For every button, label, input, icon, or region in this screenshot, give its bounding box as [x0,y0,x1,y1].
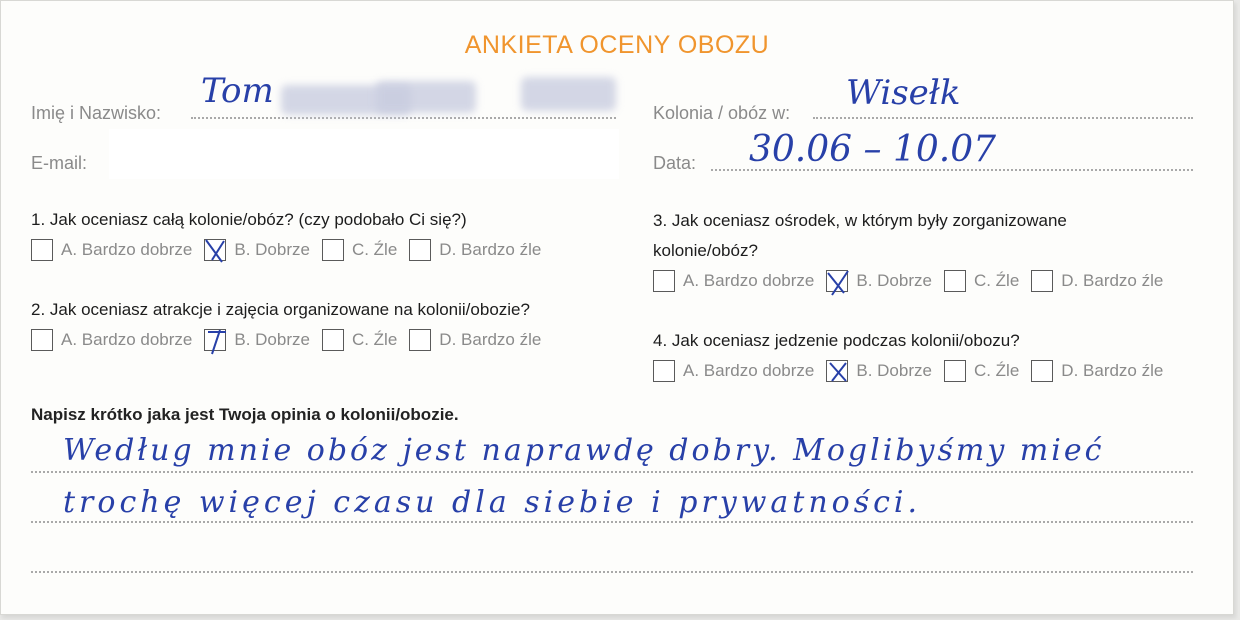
question-3-text: 3. Jak oceniasz ośrodek, w którym były zorganizowane [653,211,1067,230]
survey-title: ANKIETA OCENY OBOZU [464,31,770,59]
q4-option-a[interactable]: A. Bardzo dobrze [653,360,814,382]
checkbox[interactable] [1031,360,1053,382]
opinion-prompt: Napisz krótko jaka jest Twoja opinia o kolonii/obozie. [31,405,459,424]
q2-option-a[interactable]: A. Bardzo dobrze [31,329,192,351]
name-label: Imię i Nazwisko: [31,103,162,123]
q3-option-b[interactable]: B. Dobrze [826,270,932,292]
check-mark-icon [824,357,852,387]
camp-dotted-line [813,117,1193,119]
email-redaction [109,129,619,179]
q3-option-d[interactable]: D. Bardzo źle [1031,270,1163,292]
q2-option-b[interactable]: B. Dobrze [204,329,310,351]
question-3-options [653,268,1175,294]
q1-option-d[interactable]: D. Bardzo źle [409,239,541,261]
checkbox[interactable] [322,239,344,261]
opinion-line-3 [31,571,1193,573]
question-1-options [31,237,553,263]
question-1-text: 1. Jak oceniasz całą kolonie/obóz? (czy podobało Ci się?) [31,210,467,229]
name-handwritten: Tom [201,71,274,111]
camp-handwritten: Wisełk [846,73,961,113]
date-label: Data: [653,153,697,173]
checkbox-checked[interactable] [204,329,226,351]
question-4-options [653,358,1175,384]
q4-option-b[interactable]: B. Dobrze [826,360,932,382]
q1-option-c[interactable]: C. Źle [322,239,397,261]
checkbox[interactable] [322,329,344,351]
opinion-line-2 [31,521,1193,523]
email-label: E-mail: [31,153,88,173]
q3-option-a[interactable]: A. Bardzo dobrze [653,270,814,292]
camp-label: Kolonia / obóz w: [653,103,791,123]
name-dotted-line [191,117,616,119]
checkbox[interactable] [944,360,966,382]
check-mark-icon [202,326,230,356]
checkbox-checked[interactable] [204,239,226,261]
check-mark-icon [824,267,852,297]
date-handwritten: 30.06 – 10.07 [749,129,997,170]
checkbox-checked[interactable] [826,270,848,292]
question-2-options [31,327,553,353]
q1-option-b[interactable]: B. Dobrze [204,239,310,261]
checkbox[interactable] [653,270,675,292]
q2-option-d[interactable]: D. Bardzo źle [409,329,541,351]
checkbox[interactable] [409,329,431,351]
q2-option-c[interactable]: C. Źle [322,329,397,351]
question-3-text-cont: kolonie/obóz? [653,241,758,260]
name-blur-2 [376,81,476,113]
checkbox[interactable] [409,239,431,261]
opinion-handwritten-line-2: trochę więcej czasu dla siebie i prywatności. [63,485,922,520]
checkbox[interactable] [31,239,53,261]
check-mark-icon [202,236,230,266]
question-4-text: 4. Jak oceniasz jedzenie podczas kolonii/obozu? [653,331,1020,350]
checkbox[interactable] [944,270,966,292]
q4-option-c[interactable]: C. Źle [944,360,1019,382]
checkbox-checked[interactable] [826,360,848,382]
q4-option-d[interactable]: D. Bardzo źle [1031,360,1163,382]
checkbox[interactable] [653,360,675,382]
checkbox[interactable] [31,329,53,351]
opinion-handwritten-line-1: Według mnie obóz jest naprawdę dobry. Moglibyśmy mieć [63,433,1105,468]
opinion-line-1 [31,471,1193,473]
q1-option-a[interactable]: A. Bardzo dobrze [31,239,192,261]
question-2-text: 2. Jak oceniasz atrakcje i zajęcia organizowane na kolonii/obozie? [31,300,530,319]
name-blur-3 [521,77,616,111]
checkbox[interactable] [1031,270,1053,292]
q3-option-c[interactable]: C. Źle [944,270,1019,292]
